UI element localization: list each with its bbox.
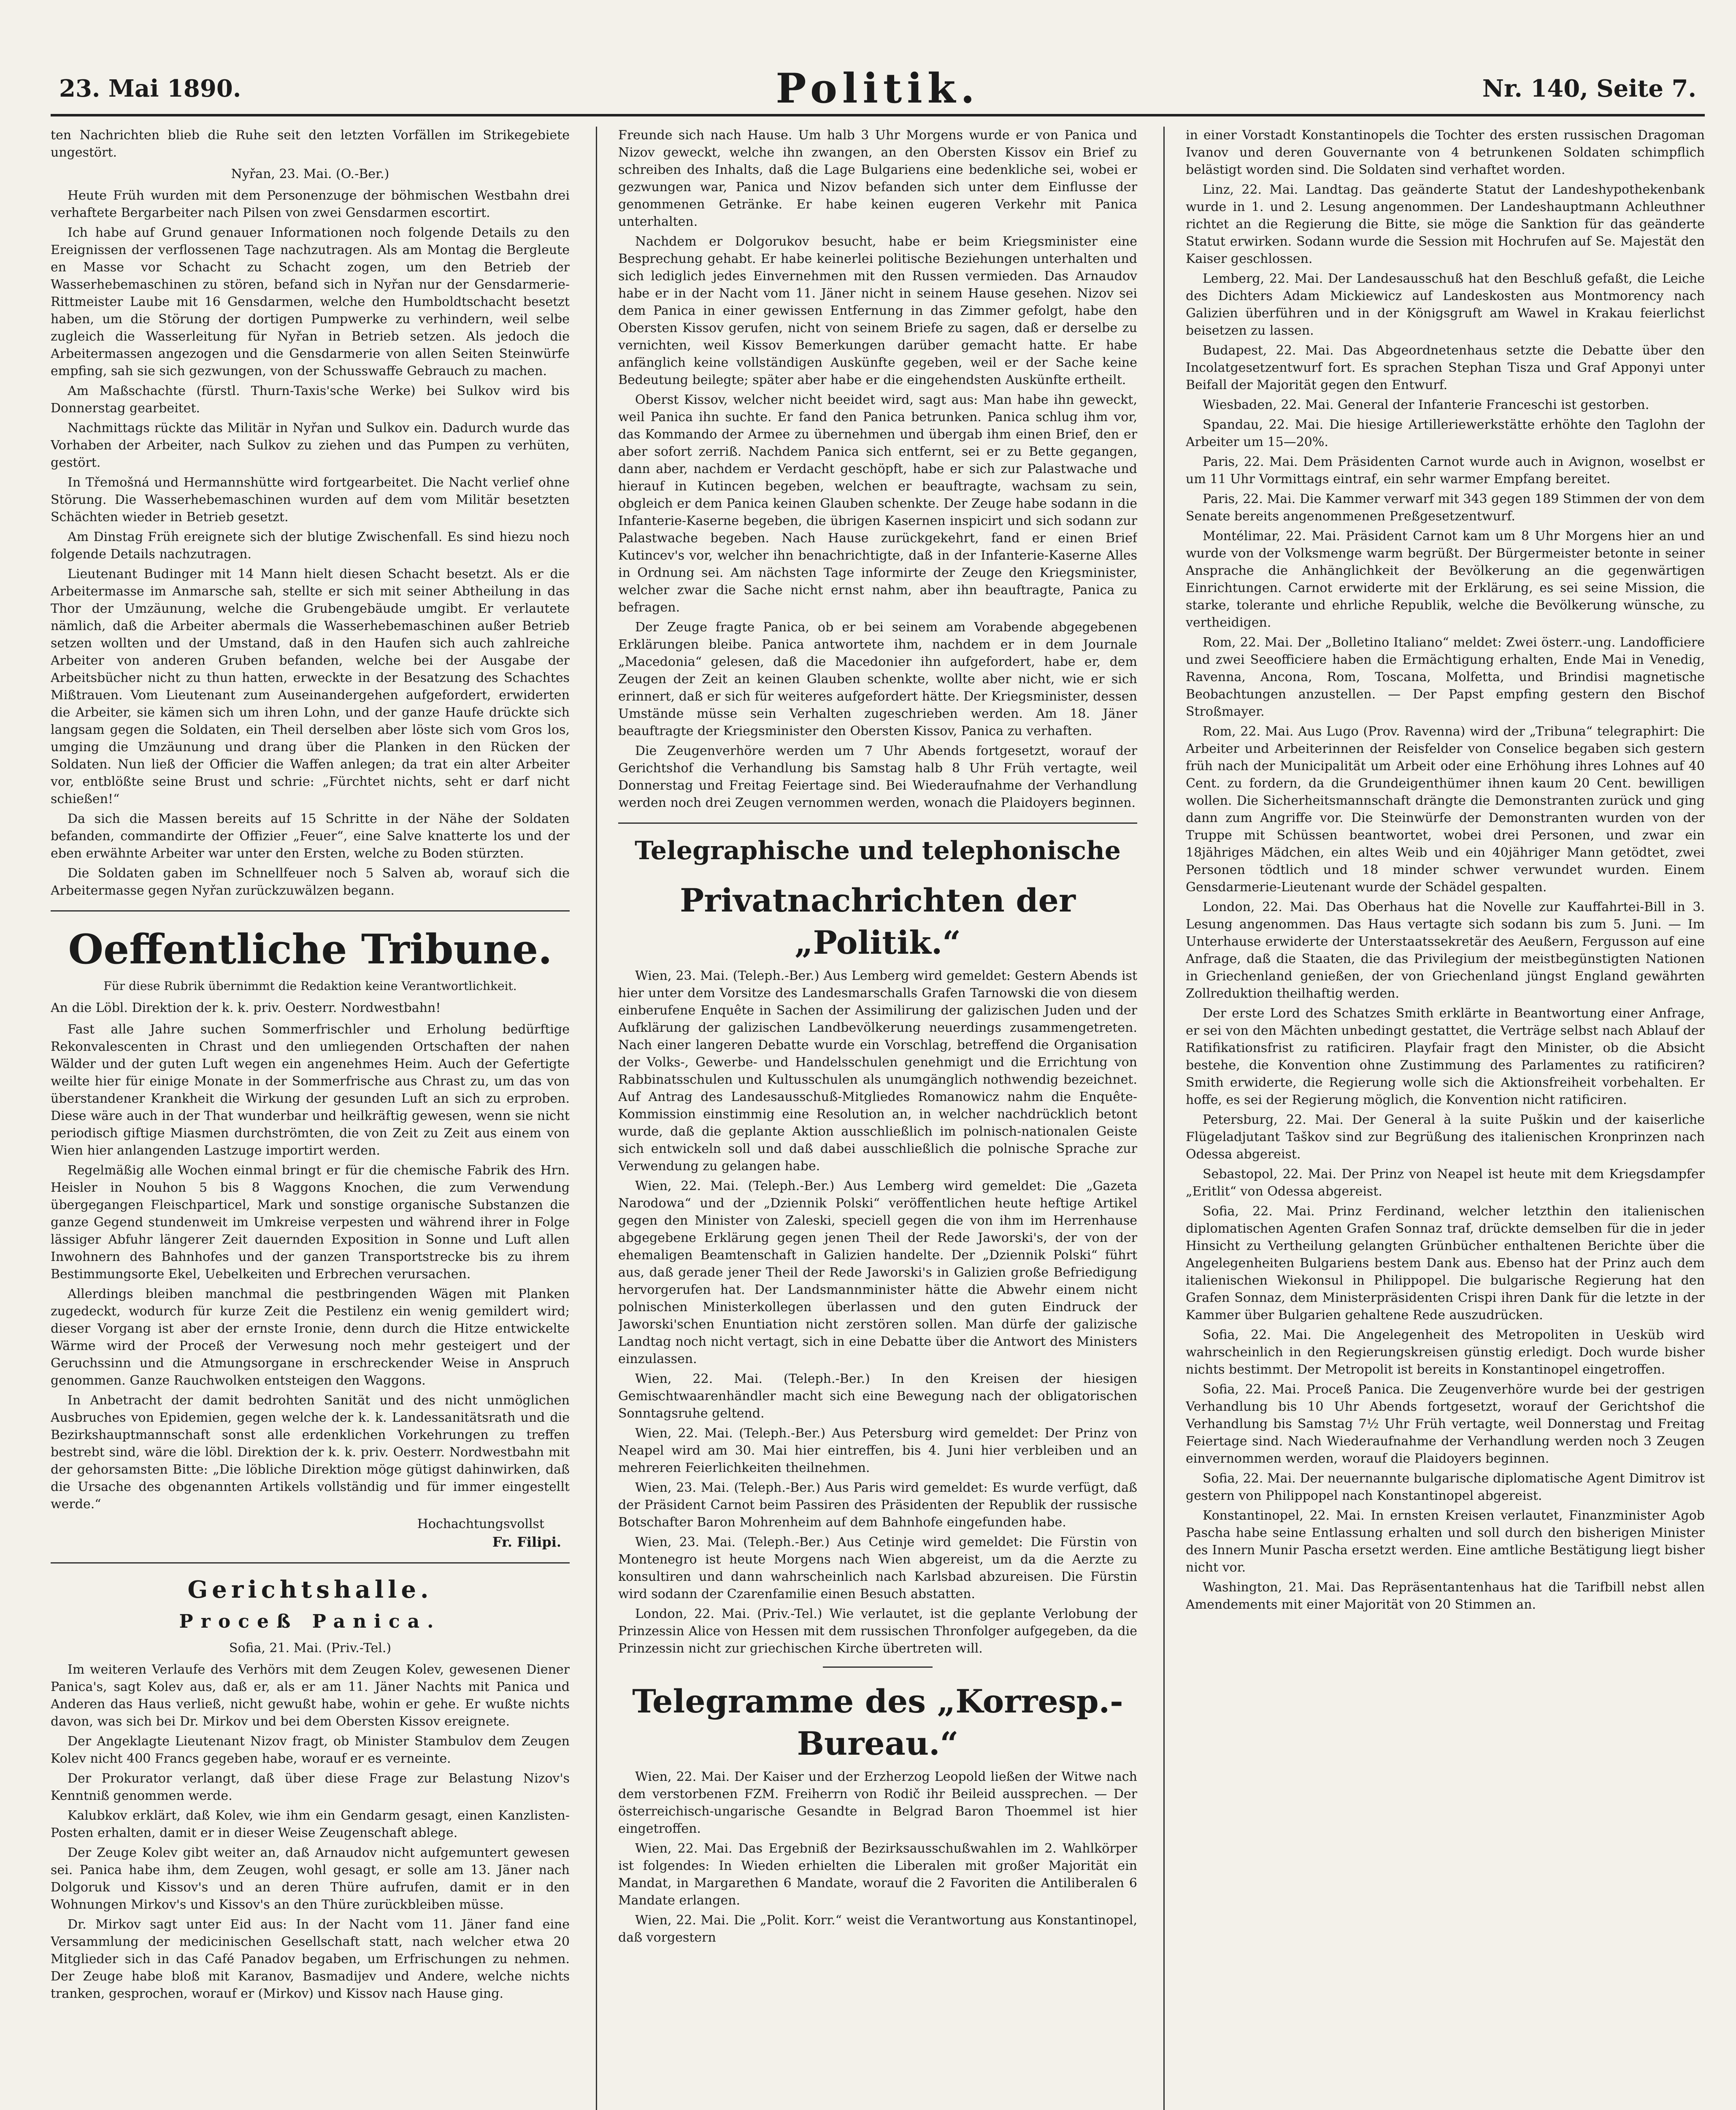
article-paragraph: Spandau, 22. Mai. Die hiesige Artilleriewerkstätte erhöhte den Taglohn der Arbeiter um 15—20%.	[1186, 417, 1705, 449]
section-subheading: Telegraphische und telephonische	[635, 836, 1121, 866]
article-paragraph: Wien, 22. Mai. (Teleph.-Ber.) In den Kreisen der hiesigen Gemischtwaarenhändler macht sich eine Bewegung nach der obligatorischen Sonntagsruhe geltend.	[618, 1372, 1137, 1421]
issue-page-number: Nr. 140, Seite 7.	[1482, 75, 1696, 103]
article-paragraph: Lieutenant Budinger mit 14 Mann hielt diesen Schacht besetzt. Als er die Arbeitermasse im Anmarsche sah, stellte er sich mit seiner Abtheilung in das Thor der Umzäunung, welche die Grubengebäude umgibt. Er verlautete nämlich, daß die Arbeiter abermals die Wasserhebemaschinen außer Betrieb setzen wollten und der Umstand, daß in den Haufen sich auch zahlreiche Arbeiter von anderen Gruben befanden, welche bei der Ausgabe der Arbeitsbücher nicht zu thun hatten, erweckte in der Besatzung des Schachtes Mißtrauen. Vom Lieutenant zum Auseinandergehen aufgefordert, erwiderten die Arbeiter, sie kämen sich um ihren Lohn, und der ganze Haufe drückte sich langsam gegen die Soldaten, ein Theil derselben aber löste sich vom Gros los, umging die Umzäunung und drang über die Planken in den Rücken der Soldaten. Nun ließ der Officier die Waffen anlegen; da trat ein alter Arbeiter vor, entblößte seine Brust und schrie: „Fürchtet nichts, seht er darf nicht schießen!“	[51, 567, 570, 806]
article-paragraph: Paris, 22. Mai. Dem Präsidenten Carnot wurde auch in Avignon, woselbst er um 11 Uhr Vormittags eintraf, ein sehr warmer Empfang bereitet.	[1186, 454, 1705, 487]
masthead-title: Politik.	[776, 65, 980, 112]
article-paragraph: Der erste Lord des Schatzes Smith erklärte in Beantwortung einer Anfrage, er sei von den Mächten unbedingt gestattet, die Verträge selbst nach Ablauf der Ratifikationsfrist zu ratificiren. Playfair fragt den Minister, ob die Absicht bestehe, die Konvention ohne Zustimmung des Parlamentes zu ratificiren? Smith erwiderte, die Regierung wolle sich die Aktionsfreiheit vorbehalten. Er hoffe, es sei der Regierung möglich, die Konvention nicht ratificiren.	[1186, 1006, 1705, 1107]
letter-closing: Hochachtungsvollst	[417, 1517, 544, 1531]
article-paragraph: Paris, 22. Mai. Die Kammer verwarf mit 343 gegen 189 Stimmen der von dem Senate bereits angenommenen Preßgesetzentwurf.	[1186, 492, 1705, 524]
article-paragraph: Ich habe auf Grund genauer Informationen noch folgende Details zu den Ereignissen der verflossenen Tage nachzutragen. Als am Montag die Bergleute en Masse vor Schacht zu Schacht zogen, um den Betrieb der Wasserhebemaschinen zu stören, befand sich in Nyřan nur der Gensdarmerie-Rittmeister Laube mit 16 Gensdarmen, welche den Humboldtschacht besetzt haben, um die Störung der dortigen Pumpwerke zu verhindern, weil selbe zugleich die Wasserleitung für Nyřan in Betrieb setzen. Als jedoch die Arbeitermassen angezogen und die Gensdarmerie von allen Seiten Steinwürfe empfing, sah sie sich gezwungen, von der Schusswaffe Gebrauch zu machen.	[51, 225, 570, 379]
section-heading-gerichtshalle: Gerichtshalle.	[187, 1576, 433, 1604]
section-heading-korresp-bureau: Telegramme des „Korresp.-Bureau.“	[632, 1683, 1123, 1762]
article-paragraph: Allerdings bleiben manchmal die pestbringenden Wägen mit Planken zugedeckt, wodurch für kurze Zeit die Pestilenz ein wenig gemildert wird; dieser Vorgang ist aber der ernste Ironie, denn durch die Hitze entwickelte Wärme wird der Proceß der Verwesung noch mehr gesteigert und der Geruchssinn und die Atmungsorgane in erschreckender Weise in Anspruch genommen. Ganze Rauchwolken entsteigen den Waggons.	[51, 1287, 570, 1388]
article-paragraph: Linz, 22. Mai. Landtag. Das geänderte Statut der Landeshypothekenbank wurde in 1. und 2. Lesung angenommen. Der Landeshauptmann Achleuthner richtet an die Regierung die Bitte, sie möge die Sanktion für das geänderte Statut erwirken. Sodann wurde die Session mit Hochrufen auf Se. Majestät den Kaiser geschlossen.	[1186, 182, 1705, 266]
article-paragraph: Da sich die Massen bereits auf 15 Schritte in der Nähe der Soldaten befanden, commandirte der Offizier „Feuer“, eine Salve knatterte los und der eben erwähnte Arbeiter war unter den Ersten, welche zu Boden stürzten.	[51, 812, 570, 861]
article-paragraph: London, 22. Mai. Das Oberhaus hat die Novelle zur Kauffahrtei-Bill in 3. Lesung angenommen. Das Haus vertagte sich sodann bis zum 5. Juni. — Im Unterhause erwiderte der Unterstaatssekretär des Aeußern, Fergusson auf eine Anfrage, daß die Staaten, die das Privilegium der meistbegünstigten Nationen in Griechenland genießen, der von Griechenland jüngst England gewährten Zollreduktion theilhaftig werden.	[1186, 900, 1705, 1001]
article-paragraph: Budapest, 22. Mai. Das Abgeordnetenhaus setzte die Debatte über den Incolatgesetzentwurf fort. Es sprachen Stephan Tisza und Graf Apponyi unter Beifall der Majorität gegen den Entwurf.	[1186, 343, 1705, 392]
article-paragraph: Wien, 23. Mai. (Teleph.-Ber.) Aus Cetinje wird gemeldet: Die Fürstin von Montenegro ist heute Morgens nach Wien abgereist, um da die Aerzte zu konsultiren und dann wahrscheinlich nach Karlsbad abzureisen. Die Fürstin wird sodann der Czarenfamilie einen Besuch abstatten.	[618, 1535, 1137, 1601]
article-paragraph: Nachmittags rückte das Militär in Nyřan und Sulkov ein. Dadurch wurde das Vorhaben der Arbeiter, nach Sulkov zu ziehen und das Pumpen zu verhüten, gestört.	[51, 421, 570, 470]
article-paragraph: Washington, 21. Mai. Das Repräsentantenhaus hat die Tarifbill nebst allen Amendements mit einer Majorität von 20 Stimmen an.	[1186, 1580, 1705, 1612]
article-paragraph: Wien, 22. Mai. Der Kaiser und der Erzherzog Leopold ließen der Witwe nach dem verstorbenen FZM. Freiherrn von Rodič ihr Beileid aussprechen. — Der österreichisch-ungarische Gesandte in Belgrad Baron Thoemmel ist hier eingetroffen.	[618, 1769, 1137, 1836]
issue-date: 23. Mai 1890.	[59, 75, 241, 103]
letter-address: An die Löbl. Direktion der k. k. priv. Oesterr. Nordwestbahn!	[51, 1001, 441, 1015]
header-rule	[51, 114, 1705, 116]
page-header	[51, 63, 1705, 114]
section-rule	[51, 910, 570, 912]
article-paragraph: Sebastopol, 22. Mai. Der Prinz von Neapel ist heute mit dem Kriegsdampfer „Eritlit“ von Odessa abgereist.	[1186, 1167, 1705, 1199]
article-paragraph: Kalubkov erklärt, daß Kolev, wie ihm ein Gendarm gesagt, einen Kanzlisten-Posten erhalten, damit er in dieser Weise Zeugenschaft ablege.	[51, 1808, 570, 1840]
section-heading-privatnachrichten: Privatnachrichten der „Politik.“	[680, 882, 1076, 961]
article-paragraph: Sofia, 22. Mai. Prinz Ferdinand, welcher letzthin den italienischen diplomatischen Agenten Grafen Sonnaz traf, drückte demselben für die in jeder Hinsicht zu Vertheilung gelangten Grünbücher enthaltenen Berichte über die Angelegenheiten Bulgariens bestem Dank aus. Ebenso hat der Prinz auch dem italienischen Wiekonsul in Philippopel. Die bulgarische Regierung hat den Grafen Sonnaz, dem Ministerpräsidenten Crispi ihren Dank für die letzte in der Kammer über Bulgarien gehaltene Rede auszudrücken.	[1186, 1204, 1705, 1323]
article-paragraph: Die Soldaten gaben im Schnellfeuer noch 5 Salven ab, worauf sich die Arbeitermasse gegen Nyřan zurückzuwälzen begann.	[51, 866, 570, 898]
article-paragraph: Wien, 23. Mai. (Teleph.-Ber.) Aus Paris wird gemeldet: Es wurde verfügt, daß der Präsident Carnot beim Passiren des Präsidenten der Republik der russische Botschafter Baron Mohrenheim auf dem Bahnhofe eingefunden habe.	[618, 1480, 1137, 1530]
article-paragraph: Montélimar, 22. Mai. Präsident Carnot kam um 8 Uhr Morgens hier an und wurde von der Volksmenge warm begrüßt. Der Bürgermeister betonte in seiner Ansprache die Anhänglichkeit der Bevölkerung an die gegenwärtigen Einrichtungen. Carnot erwiderte mit der Erklärung, es sei seine Mission, die starke, tolerante und ehrliche Republik, welche die Bevölkerung wünsche, zu vertheidigen.	[1186, 529, 1705, 630]
column-2	[618, 127, 1137, 2110]
column-3	[1186, 127, 1705, 2110]
article-paragraph: ten Nachrichten blieb die Ruhe seit den letzten Vorfällen im Strikegebiete ungestört.	[51, 128, 570, 160]
article-paragraph: Der Zeuge Kolev gibt weiter an, daß Arnaudov nicht aufgemuntert gewesen sei. Panica habe ihm, dem Zeugen, wohl gesagt, er solle am 13. Jäner nach Dolgoruk und Kissov's und an deren Thüre aufrufen, damit er in den Wohnungen Mirkov's und Kissov's an den Thüre zurückbleiben müsse.	[51, 1845, 570, 1912]
article-paragraph: Freunde sich nach Hause. Um halb 3 Uhr Morgens wurde er von Panica und Nizov geweckt, welche ihn zwangen, an den Obersten Kissov ein Brief zu schreiben des Inhalts, daß die Lage Bulgariens eine bedenkliche sei, wobei er gezwungen war, Panica und Nizov befanden sich unter dem Einflusse der genommenen Getränke. Er habe keinen eugeren Verkehr mit Panica unterhalten.	[618, 128, 1137, 229]
article-paragraph: Am Maßschachte (fürstl. Thurn-Taxis'sche Werke) bei Sulkov wird bis Donnerstag gearbeitet.	[51, 384, 570, 416]
article-heading: Proceß Panica.	[179, 1611, 441, 1632]
article-paragraph: Am Dinstag Früh ereignete sich der blutige Zwischenfall. Es sind hiezu noch folgende Details nachzutragen.	[51, 530, 570, 562]
article-paragraph: Wiesbaden, 22. Mai. General der Infanterie Franceschi ist gestorben.	[1203, 398, 1649, 412]
article-paragraph: Wien, 22. Mai. Das Ergebniß der Bezirksausschußwahlen im 2. Wahlkörper ist folgendes: In Wieden erhielten die Liberalen mit großer Majorität ein Mandat, in Margarethen 6 Mandate, worauf die 2 Favoriten die Antiliberalen 6 Mandate erlangen.	[618, 1841, 1137, 1908]
article-paragraph: Im weiteren Verlaufe des Verhörs mit dem Zeugen Kolev, gewesenen Diener Panica's, sagt Kolev aus, daß er, als er am 11. Jäner Nachts mit Panica und Anderen das Haus verließ, nicht gewußt habe, wohin er gehe. Er wußte nichts davon, was sich bei Dr. Mirkov und bei dem Obersten Kissov ereignete.	[51, 1662, 570, 1729]
article-paragraph: Konstantinopel, 22. Mai. In ernsten Kreisen verlautet, Finanzminister Agob Pascha habe seine Entlassung erhalten und soll durch den bisherigen Minister des Innern Munir Pascha ersetzt werden. Eine amtliche Bestätigung liegt bisher nicht vor.	[1186, 1508, 1705, 1575]
article-paragraph: Nachdem er Dolgorukov besucht, habe er beim Kriegsminister eine Besprechung gehabt. Er habe keinerlei politische Beziehungen unterhalten und sich lediglich jedes Einvernehmen mit den Russen vermieden. Das Arnaudov habe er in der Nacht vom 11. Jäner nicht in seinem Hause gesehen. Nizov sei dem Panica in einer gewissen Entfernung in das Zimmer gefolgt, habe den Obersten Kissov gerufen, nicht von seinem Briefe zu sagen, daß er derselbe zu vernichten, weil Kissov Bemerkungen darüber gemacht hatte. Er habe anfänglich keine vollständigen Auskünfte gegeben, weil er der Sache keine Bedeutung beilegte; später aber habe er die eingehendsten Auskünfte ertheilt.	[618, 234, 1137, 387]
article-paragraph: Sofia, 22. Mai. Die Angelegenheit des Metropoliten in Uesküb wird wahrscheinlich in den Regierungskreisen günstig erledigt. Doch wurde bisher nichts bestimmt. Der Metropolit ist bereits in Konstantinopel eingetroffen.	[1186, 1328, 1705, 1377]
dateline: Sofia, 21. Mai. (Priv.-Tel.)	[229, 1641, 392, 1656]
article-paragraph: In Anbetracht der damit bedrohten Sanität und des nicht unmöglichen Ausbruches von Epidemien, gegen welche der k. k. Landessanitätsrath und die Bezirkshauptmannschaft sonst alle erdenklichen Vorkehrungen zu treffen bestrebt sind, wäre die löbl. Direktion der k. k. priv. Oesterr. Nordwestbahn mit der gehorsamsten Bitte: „Die löbliche Direktion möge gütigst dahinwirken, daß die Ursache des obgenannten Artikels vollständig und für immer eingestellt werde.“	[51, 1393, 570, 1512]
section-rule	[51, 1562, 570, 1564]
article-paragraph: Wien, 22. Mai. (Teleph.-Ber.) Aus Lemberg wird gemeldet: Die „Gazeta Narodowa“ und der „Dziennik Polski“ veröffentlichen heute heftige Artikel gegen den Minister von Zaleski, speciell gegen die von ihm im Herrenhause abgegebene Erklärung gegen jenen Theil der Rede Jaworski's, der von der ehemaligen Beamtenschaft in Galizien handelte. Der „Dziennik Polski“ führt aus, daß gerade jener Theil der Rede Jaworski's in Galizien große Befriedigung hervorgerufen hat. Der Landsmannminister hätte die Abwehr einem nicht polnischen Ministerkollegen überlassen und den guten Eindruck der Jaworski'schen Enuntiation nicht zerstören sollen. Man dürfe der galizische Landtag noch nicht vertagt, sich in eine Debatte über die Antwort des Ministers einzulassen.	[618, 1179, 1137, 1366]
article-paragraph: Petersburg, 22. Mai. Der General à la suite Puškin und der kaiserliche Flügeladjutant Taškov sind zur Begrüßung des italienischen Kronprinzen nach Odessa abgereist.	[1186, 1112, 1705, 1162]
article-paragraph: Dr. Mirkov sagt unter Eid aus: In der Nacht vom 11. Jäner fand eine Versammlung der medicinischen Gesellschaft statt, nach welcher etwa 20 Mitglieder sich in das Café Panadov begaben, um Erfrischungen zu nehmen. Der Zeuge habe bloß mit Karanov, Basmadijev und Andere, welche nichts tranken, gesprochen, worauf er (Mirkov) und Kissov nach Hause ging.	[51, 1917, 570, 2001]
article-paragraph: Der Prokurator verlangt, daß über diese Frage zur Belastung Nizov's Kenntniß genommen werde.	[51, 1771, 570, 1803]
article-paragraph: Heute Früh wurden mit dem Personenzuge der böhmischen Westbahn drei verhaftete Bergarbeiter nach Pilsen von zwei Gensdarmen escortirt.	[51, 188, 570, 220]
column-1	[51, 127, 570, 2110]
article-paragraph: Der Zeuge fragte Panica, ob er bei seinem am Vorabende abgegebenen Erklärungen bleibe. Panica antwortete ihm, nachdem er in dem Journale „Macedonia“ gelesen, daß die Macedonier ihn aufgefordert, habe er, dem Zeugen der Zeit an keinen Glauben schenkte, wollte aber nicht, wie er sich erinnert, daß er sich für weiteres aufgefordert hätte. Der Kriegsminister, dessen Umstände müsse sein Verhalten zugeschrieben werden. Am 18. Jäner beauftragte der Kriegsminister den Obersten Kissov, Panica zu verhaften.	[618, 620, 1137, 738]
article-paragraph: Fast alle Jahre suchen Sommerfrischler und Erholung bedürftige Rekonvalescenten in Chrast und den umliegenden Ortschaften der nahen Wälder und der guten Luft wegen ein angenehmes Heim. Auch der Gefertigte weilte hier für einige Monate in der Sommerfrische aus Chrast zu, um das von überstandener Krankheit die Wirkung der gesunden Luft an sich zu erproben. Diese wäre auch in der That wunderbar und heilkräftig gewesen, wenn sie nicht periodisch giftige Miasmen durchströmten, die von Zeit zu Zeit aus einem von Wien hier anlangenden Lastzuge importirt werden.	[51, 1022, 570, 1158]
article-paragraph: In Třemošná und Hermannshütte wird fortgearbeitet. Die Nacht verlief ohne Störung. Die Wasserhebemaschinen wurden auf dem vom Militär besetzten Schächten wieder in Betrieb gesetzt.	[51, 475, 570, 525]
dateline: Nyřan, 23. Mai. (O.-Ber.)	[231, 167, 389, 181]
column-divider	[1163, 127, 1165, 2110]
newspaper-page	[51, 63, 1705, 2110]
article-paragraph: Der Angeklagte Lieutenant Nizov fragt, ob Minister Stambulov dem Zeugen Kolev nicht 400 Francs gegeben habe, worauf er es verneinte.	[51, 1734, 570, 1766]
article-paragraph: Die Zeugenverhöre werden um 7 Uhr Abends fortgesetzt, worauf der Gerichtshof die Verhandlung bis Samstag halb 8 Uhr Früh vertagte, weil Donnerstag und Freitag Feiertage sind. Bei Wiederaufnahme der Verhandlung werden noch drei Zeugen vernommen werden, wonach die Plaidoyers beginnen.	[618, 744, 1137, 810]
article-paragraph: Regelmäßig alle Wochen einmal bringt er für die chemische Fabrik des Hrn. Heisler in Nouhon 5 bis 8 Waggons Knochen, die zum Verwendung übergegangen Fleischparticel, Mark und sonstige organische Substanzen die ganze Gegend stundenweit im Umkreise verpesten und während ihrer in Folge lässiger Abfuhr längerer Zeit dauernden Exposition in Sonne und Luft allen Inwohnern des Bahnhofes und der ganzen Transportstrecke bis zu ihrem Bestimmungsorte Ekel, Uebelkeiten und Erbrechen verursachen.	[51, 1163, 570, 1282]
section-rule	[618, 822, 1137, 824]
column-divider	[596, 127, 597, 2110]
article-paragraph: Rom, 22. Mai. Aus Lugo (Prov. Ravenna) wird der „Tribuna“ telegraphirt: Die Arbeiter und Arbeiterinnen der Reisfelder von Conselice begaben sich gestern früh nach der Municipalität um Arbeit oder eine Erhöhung ihres Lohnes auf 40 Cent. zu fordern, da die Grundeigenthümer ihnen kaum 20 Cent. bewilligen wollen. Die Sicherheitsmannschaft drängte die Demonstranten zurück und ging dann zum Angriffe vor. Die Steinwürfe der Demonstranten wurden von der Truppe mit Schüssen beantwortet, wobei drei Personen, und zwar ein 18jähriges Mädchen, ein altes Weib und ein 40jähriger Mann getödtet, zwei Personen tödtlich und 18 minder schwer verwundet wurden. Einem Gensdarmerie-Lieutenant wurde der Schädel gespalten.	[1186, 724, 1705, 895]
article-paragraph: Wien, 23. Mai. (Teleph.-Ber.) Aus Lemberg wird gemeldet: Gestern Abends ist hier unter dem Vorsitze des Landesmarschalls Grafen Tarnowski die von diesem einberufene Enquête in Sachen der Assimilirung der galizischen Juden und der Aufklärung der galizischen Landbevölkerung neuerdings zusammengetreten. Nach einer langeren Debatte wurde ein Vorschlag, betreffend die Organisation der Volks-, Gewerbe- und Handelsschulen genehmigt und die Errichtung von Rabbinatsschulen und Kultusschulen als unumgänglich nothwendig bezeichnet. Auf Antrag des Landesausschuß-Mitgliedes Romanowicz nahm die Enquête-Kommission einstimmig eine Resolution an, in welcher nachdrücklich betont wurde, daß die geplante Aktion ausschließlich im polnisch-nationalen Geiste sich entwickeln soll und daß dabei ausschließlich die polnische Sprache zur Verwendung zu gelangen habe.	[618, 968, 1137, 1174]
letter-signature: Fr. Filipi.	[492, 1534, 561, 1550]
article-paragraph: Lemberg, 22. Mai. Der Landesausschuß hat den Beschluß gefaßt, die Leiche des Dichters Adam Mickiewicz auf Landeskosten aus Montmorency nach Galizien überführen und in der Königsgruft am Wawel in Krakau feierlichst beisetzen zu lassen.	[1186, 271, 1705, 338]
article-paragraph: Rom, 22. Mai. Der „Bolletino Italiano“ meldet: Zwei österr.-ung. Landofficiere und zwei Seeofficiere haben die Ermächtigung erhalten, Ende Mai in Venedig, Ravenna, Ancona, Rom, Toscana, Molfetta, und Brindisi magnetische Beobachtungen anzustellen. — Der Papst empfing gestern den Bischof Stroßmayer.	[1186, 635, 1705, 719]
article-paragraph: Wien, 22. Mai. Die „Polit. Korr.“ weist die Verantwortung aus Konstantinopel, daß vorgestern	[618, 1913, 1137, 1945]
section-note: Für diese Rubrik übernimmt die Redaktion keine Verantwortlichkeit.	[103, 979, 517, 993]
section-heading-tribune: Oeffentliche Tribune.	[68, 925, 552, 973]
article-paragraph: Wien, 22. Mai. (Teleph.-Ber.) Aus Petersburg wird gemeldet: Der Prinz von Neapel wird am 30. Mai hier eintreffen, bis 4. Juni hier verbleiben und an mehreren Feierlichkeiten theilnehmen.	[618, 1426, 1137, 1475]
article-paragraph: London, 22. Mai. (Priv.-Tel.) Wie verlautet, ist die geplante Verlobung der Prinzessin Alice von Hessen mit dem russischen Thronfolger aufgegeben, da die Prinzessin nicht zur griechischen Kirche übertreten will.	[618, 1607, 1137, 1656]
article-paragraph: Sofia, 22. Mai. Der neuernannte bulgarische diplomatische Agent Dimitrov ist gestern von Philippopel nach Konstantinopel abgereist.	[1186, 1471, 1705, 1503]
article-paragraph: Sofia, 22. Mai. Proceß Panica. Die Zeugenverhöre wurde bei der gestrigen Verhandlung bis 10 Uhr Abends fortgesetzt, worauf der Gerichtshof die Verhandlung bis Samstag 7½ Uhr Früh vertagte, weil Donnerstag und Freitag Feiertage sind. Nach Wiederaufnahme der Verhandlung werden noch 3 Zeugen einvernommen werden, worauf die Plaidoyers beginnen.	[1186, 1382, 1705, 1466]
section-rule	[823, 1666, 933, 1668]
article-paragraph: in einer Vorstadt Konstantinopels die Tochter des ersten russischen Dragoman Ivanov und deren Gouvernante von 4 betrunkenen Soldaten schimpflich belästigt worden sind. Die Soldaten sind verhaftet worden.	[1186, 128, 1705, 177]
article-paragraph: Oberst Kissov, welcher nicht beeidet wird, sagt aus: Man habe ihn geweckt, weil Panica ihn suchte. Er fand den Panica betrunken. Panica schlug ihm vor, das Kommando der Armee zu übernehmen und übergab ihm einen Brief, den er aber sofort zerriß. Nachdem Panica sich entfernt, sei er zu Bette gegangen, dann aber, nachdem er Verdacht geschöpft, habe er sich zur Palastwache und hierauf in Kutincen begeben, welchen er beauftragte, wachsam zu sein, obgleich er dem Panica keinen Glauben schenkte. Der Zeuge habe sodann in die Infanterie-Kaserne begeben, die übrigen Kasernen inspicirt und sich sodann zur Palastwache begeben. Nach Hause zurückgekehrt, fand er einen Brief Kutincev's vor, welcher ihn benachrichtigte, daß in der Infanterie-Kaserne Alles in Ordnung sei. Am nächsten Tage informirte der Zeuge den Kriegsminister, welcher zwar die Sache nicht ernst nahm, aber ihn beauftragte, Panica zu befragen.	[618, 392, 1137, 615]
